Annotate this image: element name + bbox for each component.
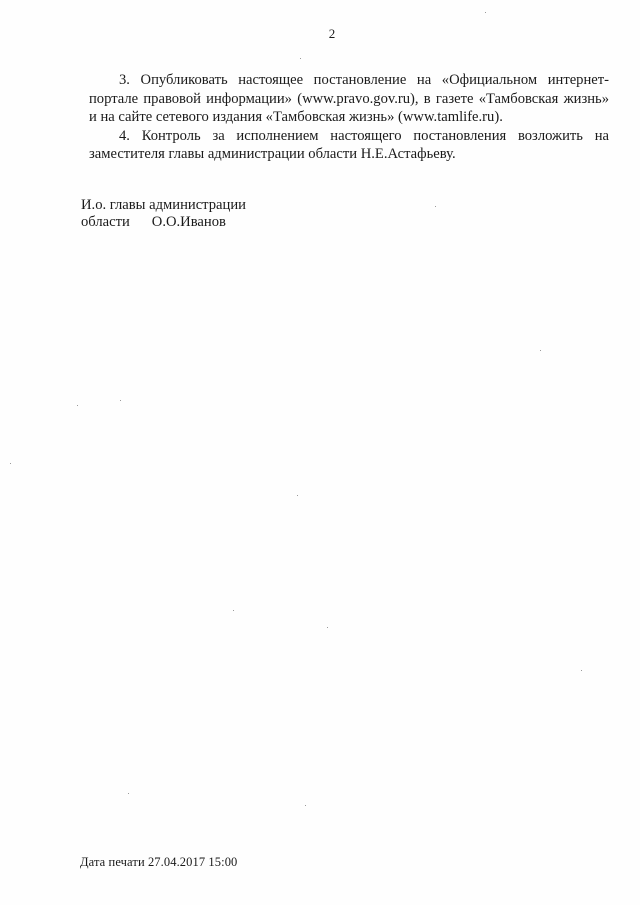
scan-speck (327, 627, 328, 628)
scan-speck (581, 670, 582, 671)
scan-speck (120, 400, 121, 401)
scan-speck (297, 495, 298, 496)
scan-speck (300, 58, 301, 59)
scan-speck (305, 805, 306, 806)
scan-speck (540, 350, 541, 351)
scan-speck (10, 463, 11, 464)
paragraph-4-control: 4. Контроль за исполнением настоящего постановления возложить на заместителя главы администрации области Н.Е.Астафьеву. (89, 127, 609, 163)
signature-block (81, 197, 246, 231)
signatory-title: И.о. главы администрации (81, 197, 246, 213)
scan-speck (77, 405, 78, 406)
scan-speck (485, 12, 486, 13)
signatory-name: О.О.Иванов (151, 214, 226, 230)
signatory-line-2 (81, 214, 246, 231)
paragraph-3-publish: 3. Опубликовать настоящее постановление на «Официальном интернет-портале правовой информации» (www.pravo.gov.ru), в газете «Тамбовская жизнь» и на сайте сетевого издания «Тамбовская жизнь» (www.tamlife.ru). (89, 72, 609, 126)
scan-speck (128, 793, 129, 794)
print-date-footer: Дата печати 27.04.2017 15:00 (80, 855, 238, 869)
scan-speck (233, 610, 234, 611)
signatory-title-region: области (81, 214, 130, 230)
scan-speck (435, 206, 436, 207)
page-number: 2 (328, 26, 336, 41)
document-body (89, 71, 609, 164)
